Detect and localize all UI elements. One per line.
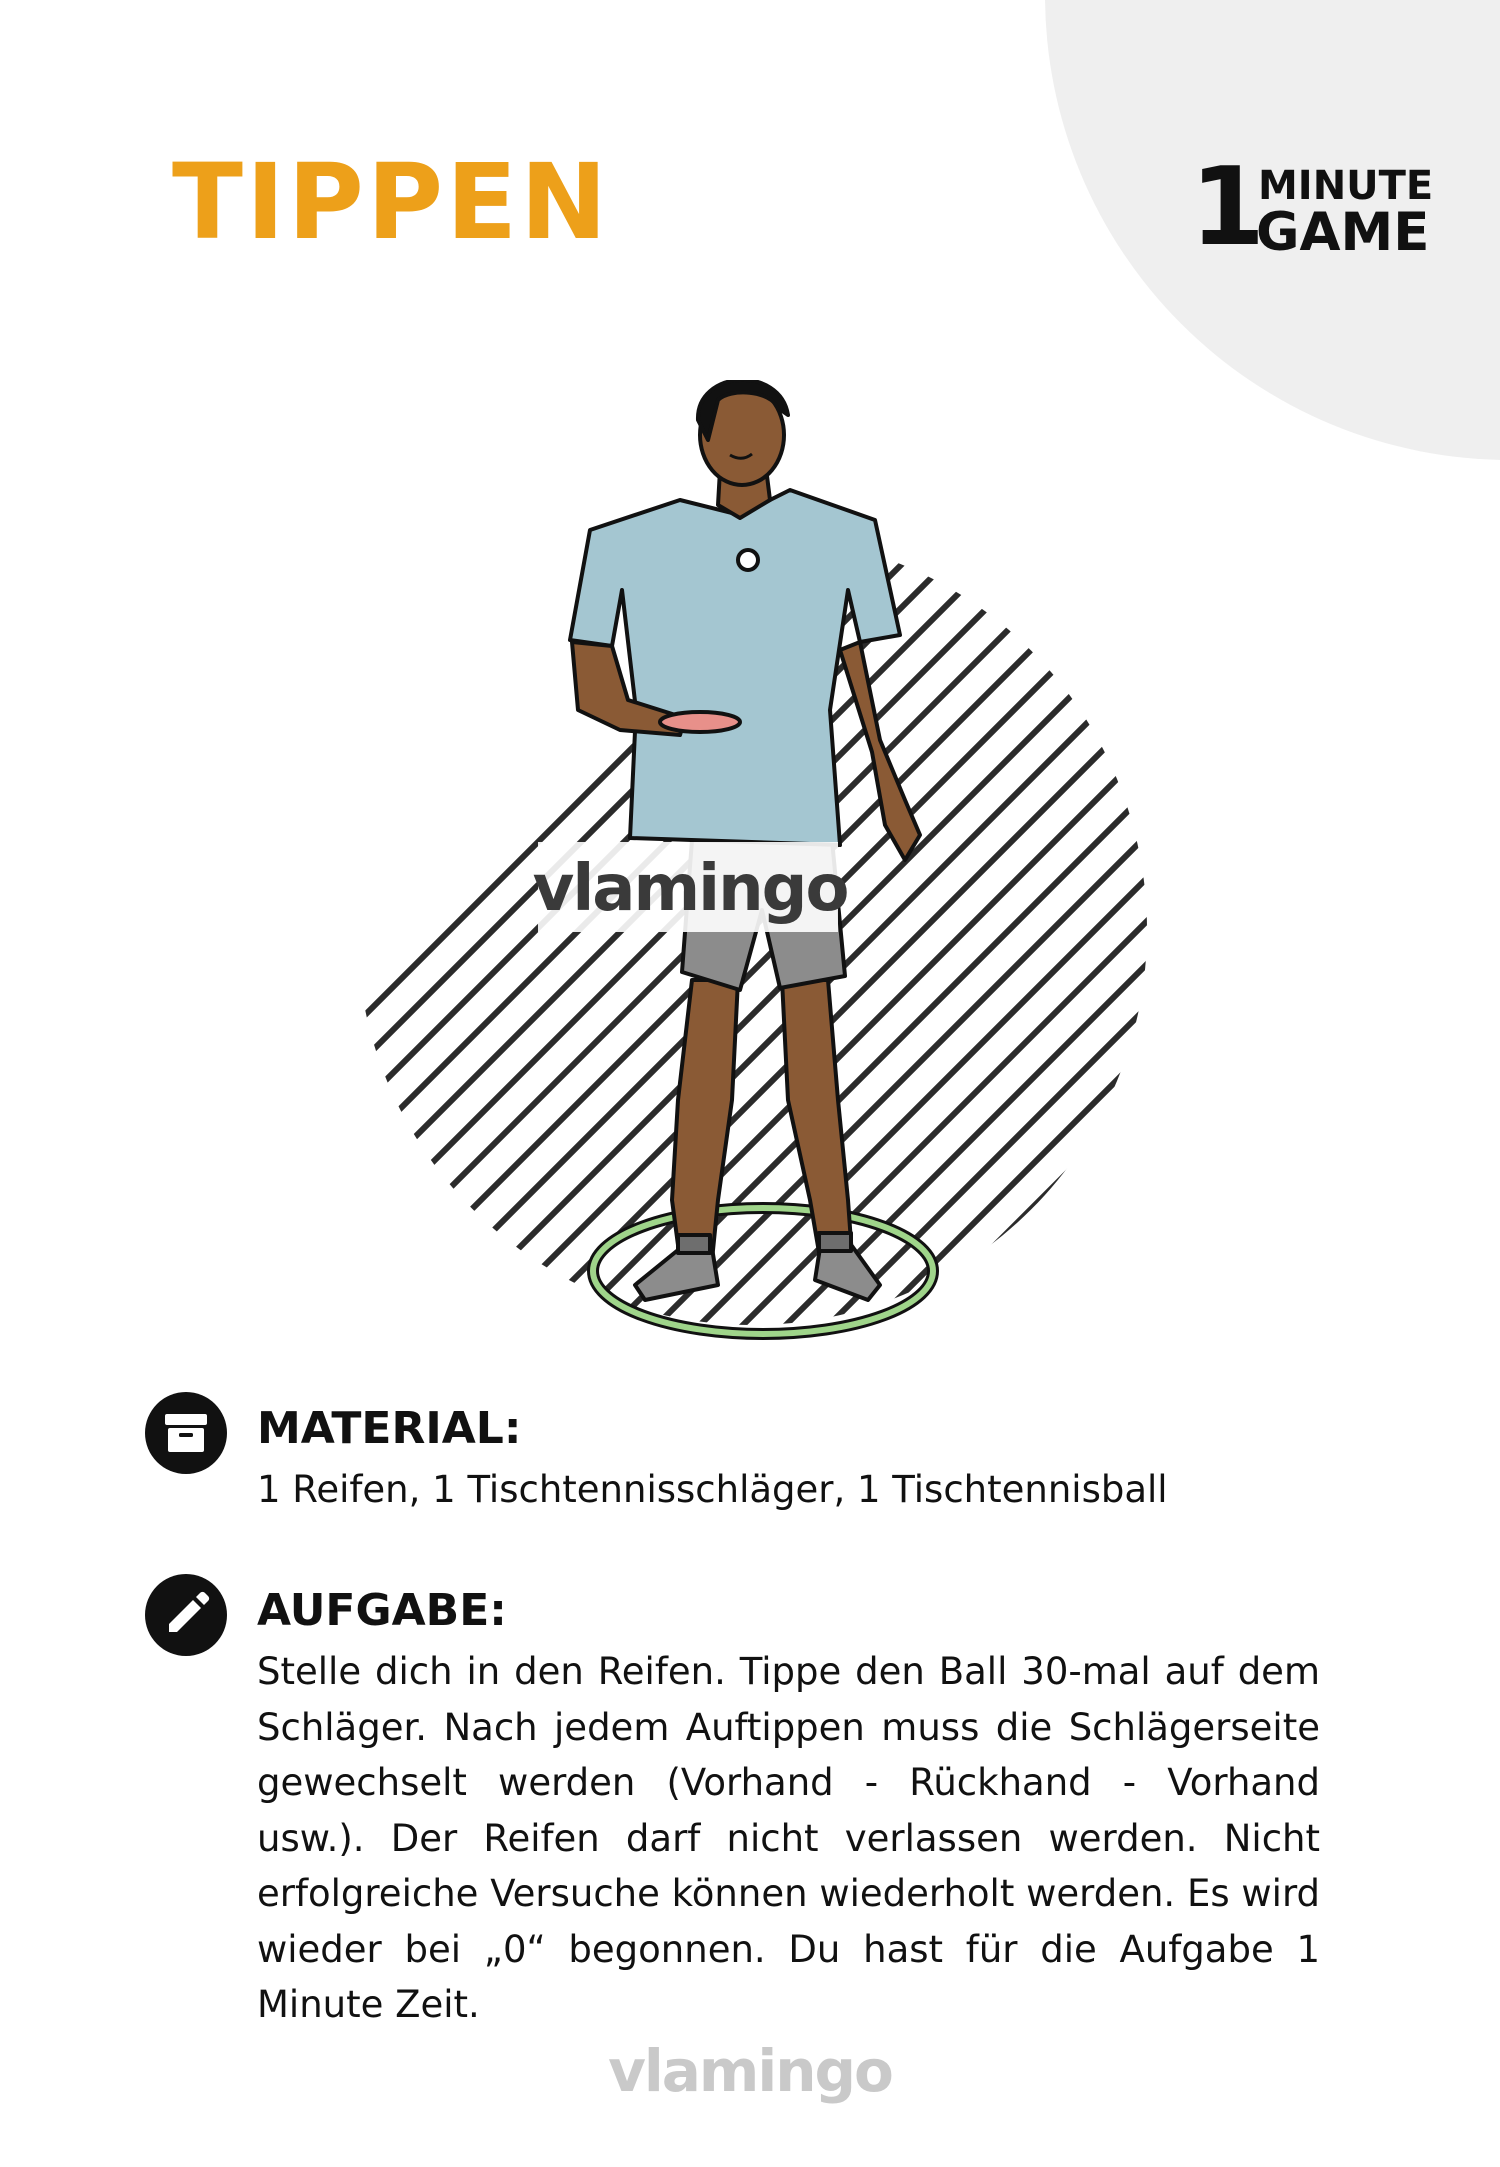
material-text: 1 Reifen, 1 Tischtennisschläger, 1 Tischtennisball: [257, 1468, 1168, 1511]
task-text: Stelle dich in den Reifen. Tippe den Ball 30-mal auf dem Schläger. Nach jedem Auftippen muss die Schlägerseite gewechselt werden (Vorhand - Rückhand - Vorhand usw.). Der Reifen darf nicht verlassen werden. Nicht erfolgreiche Versuche können wiederholt werden. Es wird wieder bei „0“ begonnen. Du hast für die Aufgabe 1 Minute Zeit.: [257, 1650, 1320, 2026]
material-section: [145, 1392, 1345, 1522]
footer-logo: vlamingo: [608, 2037, 892, 2105]
pencil-icon: [145, 1574, 227, 1656]
badge-line1: MINUTE: [1258, 163, 1434, 209]
box-icon: [145, 1392, 227, 1474]
task-heading: AUFGABE:: [257, 1585, 507, 1636]
badge-number: 1: [1190, 145, 1266, 270]
card-title: TIPPEN: [172, 141, 611, 263]
badge-line2: GAME: [1256, 202, 1430, 263]
illustration-watermark: vlamingo: [532, 852, 848, 926]
minute-game-badge: [1190, 145, 1434, 270]
player-illustration: [300, 380, 1200, 1360]
task-section: [145, 1574, 1345, 2026]
material-heading: MATERIAL:: [257, 1403, 522, 1454]
